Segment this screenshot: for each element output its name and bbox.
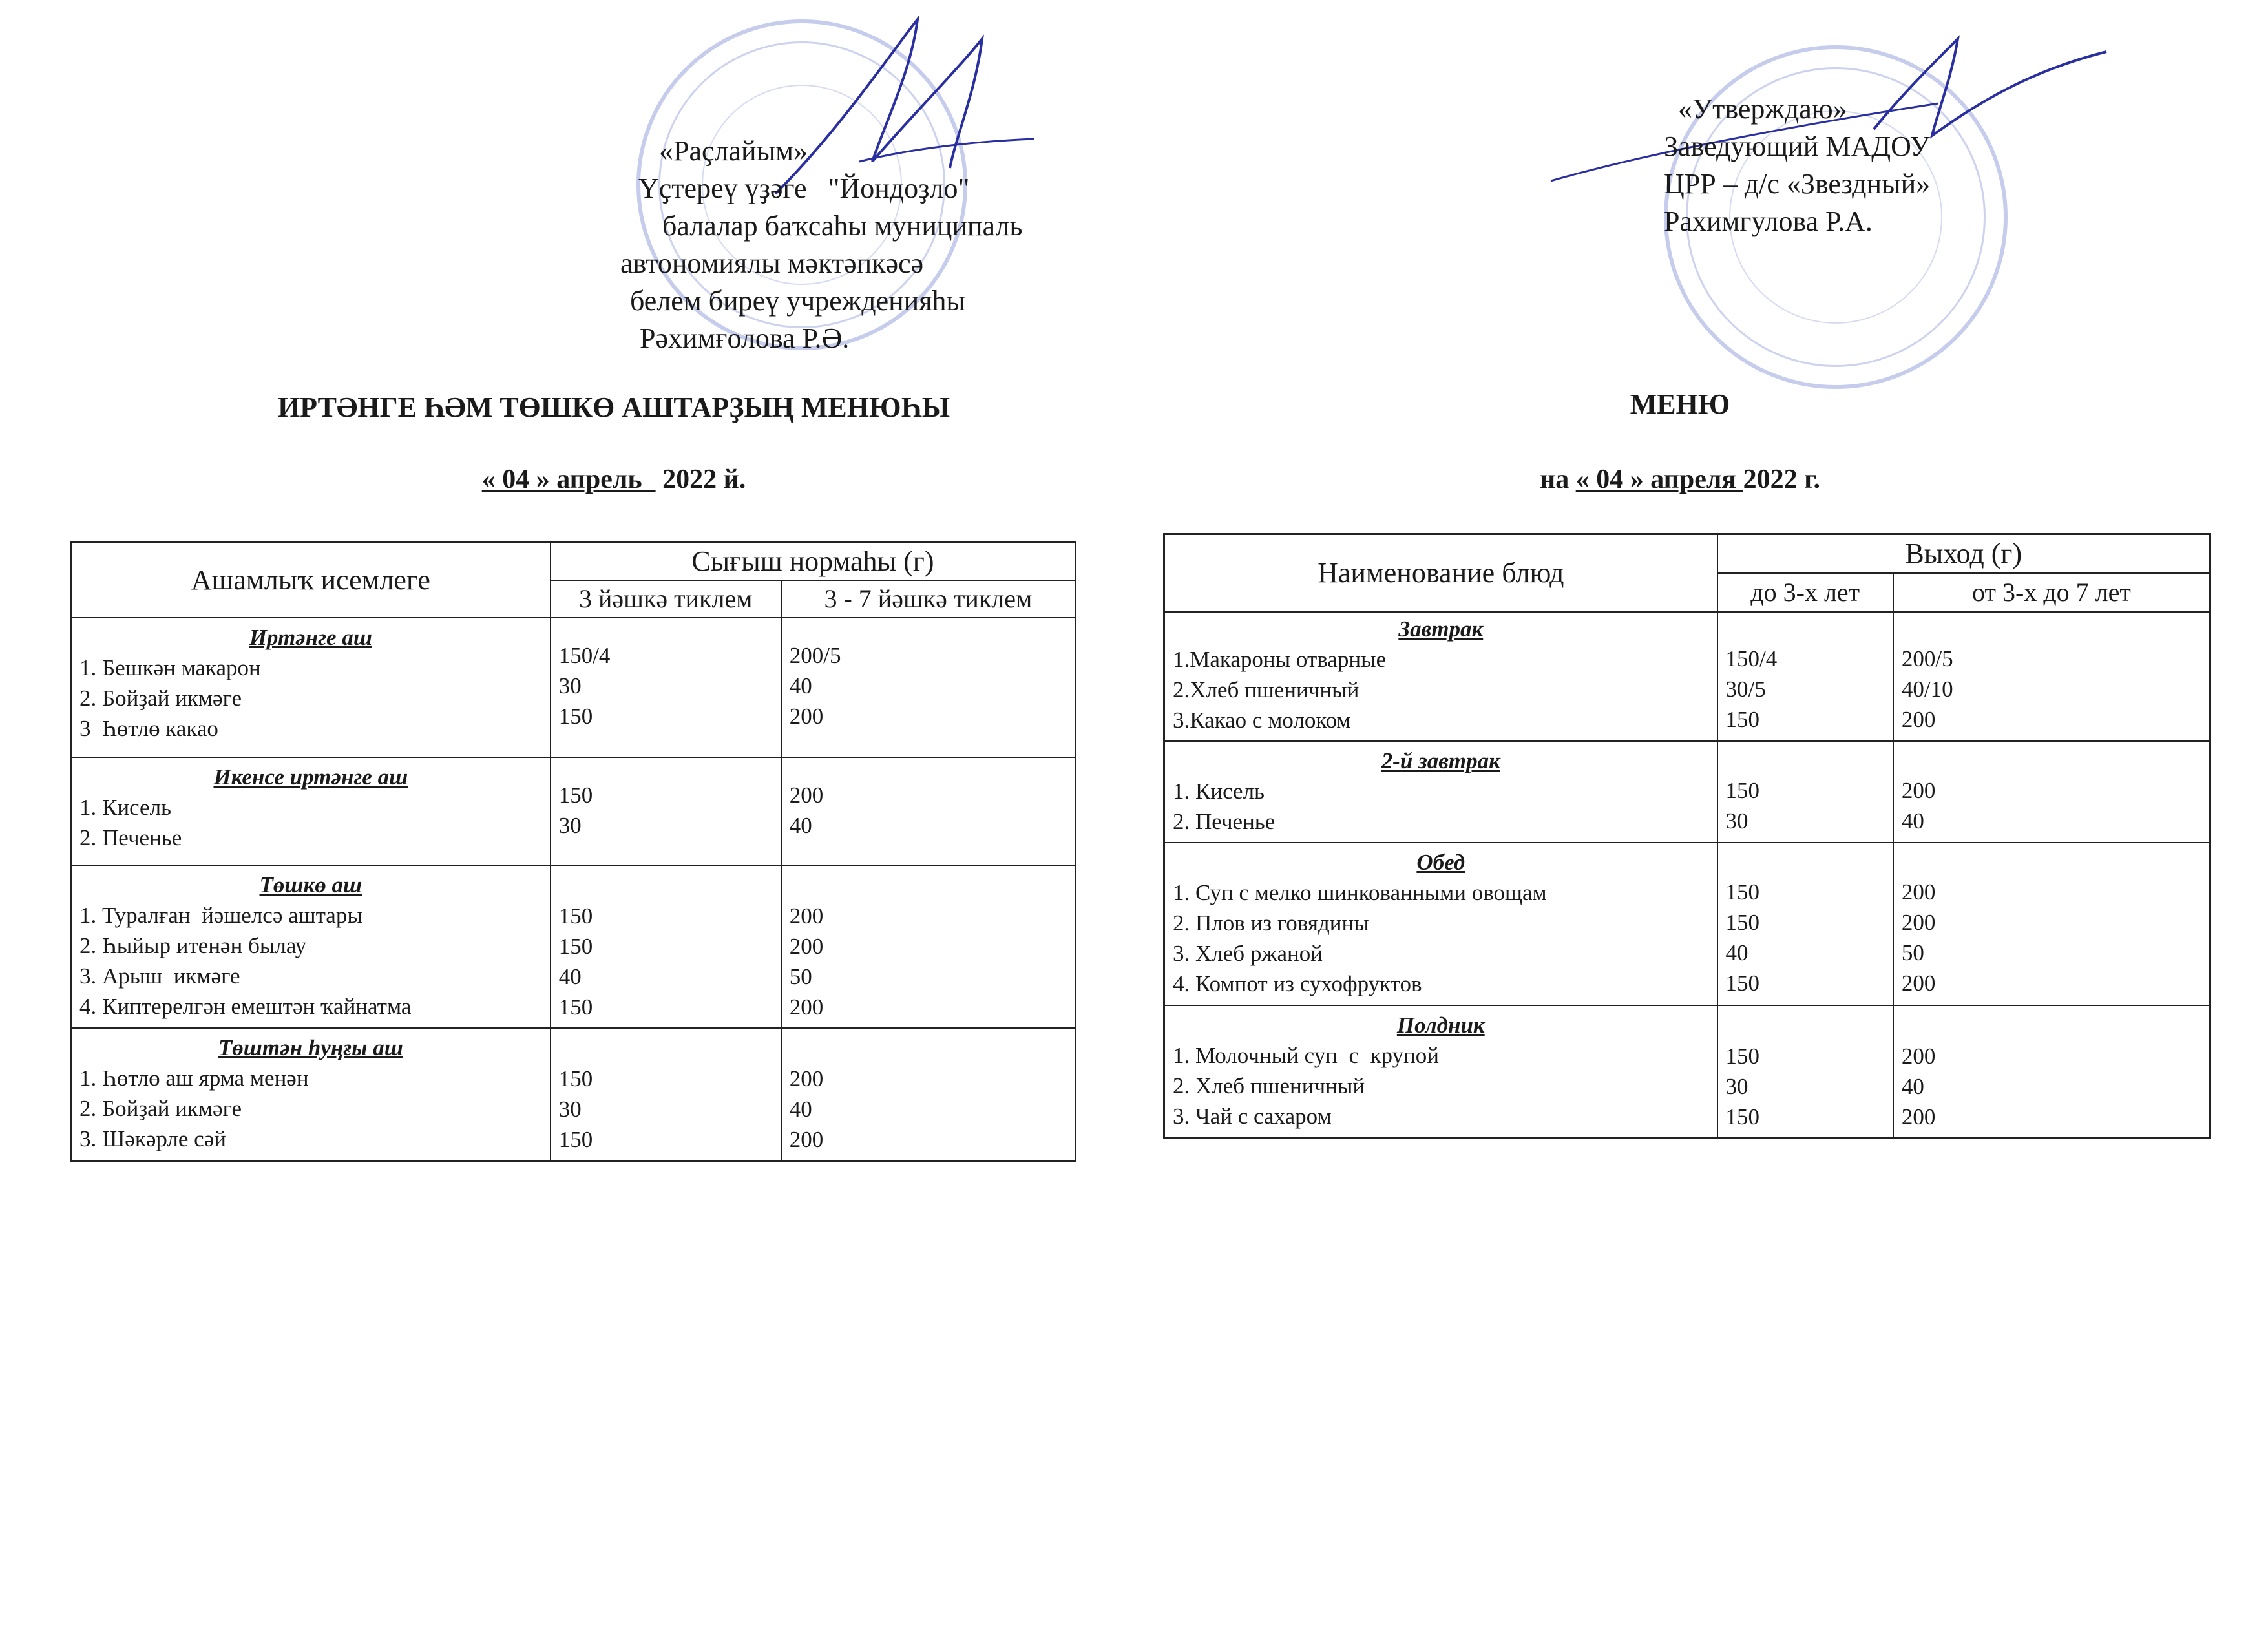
right-approval-line-2: Заведующий МАДОУ xyxy=(1664,131,1930,162)
right-col-under-3: до 3-х лет xyxy=(1717,573,1893,612)
left-breakfast-b-1: 200/5 xyxy=(789,642,841,668)
left-breakfast-3-to-7 xyxy=(781,618,1076,757)
right-approval-line-3: ЦРР – д/с «Звездный» xyxy=(1664,168,1931,200)
right-afternoon-snack-under-3 xyxy=(1717,1005,1893,1139)
right-date-prefix: на xyxy=(1540,465,1576,494)
right-afternoon-snack-item-1: 1. Молочный суп с крупой xyxy=(1173,1042,1440,1068)
left-col-dish-name: Ашамлыҡ исемлеге xyxy=(71,543,551,618)
left-approval-line-6: Рәхимғолова Р.Ә. xyxy=(640,322,850,354)
left-afternoon-snack-b-3: 200 xyxy=(789,1126,824,1152)
left-second-breakfast-dishes xyxy=(71,757,551,865)
right-menu-date xyxy=(1357,464,2003,495)
left-lunch-b-1: 200 xyxy=(789,903,824,929)
right-approval-line-1: «Утверждаю» xyxy=(1678,93,1847,125)
right-lunch-item-4: 4. Компот из сухофруктов xyxy=(1173,971,1422,996)
left-breakfast-a-2: 30 xyxy=(558,673,582,698)
left-lunch-b-2: 200 xyxy=(789,933,824,959)
left-meal-row-afternoon-snack xyxy=(71,1028,1076,1161)
right-second-breakfast-a-1: 150 xyxy=(1725,777,1760,803)
right-second-breakfast-dishes xyxy=(1164,741,1717,843)
right-lunch-a-4: 150 xyxy=(1725,970,1760,996)
right-meal-row-afternoon-snack xyxy=(1164,1005,2210,1139)
right-breakfast-dishes xyxy=(1164,612,1717,741)
right-afternoon-snack-a-3: 150 xyxy=(1725,1104,1760,1129)
left-afternoon-snack-item-1: 1. Һөтлө аш ярма менән xyxy=(79,1065,309,1091)
left-breakfast-a-1: 150/4 xyxy=(558,642,611,668)
right-breakfast-a-1: 150/4 xyxy=(1725,646,1778,671)
right-second-breakfast-b-1: 200 xyxy=(1901,777,1936,803)
left-afternoon-snack-a-3: 150 xyxy=(558,1126,593,1152)
right-breakfast-item-2: 2.Хлеб пшеничный xyxy=(1173,677,1360,702)
left-afternoon-snack-a-2: 30 xyxy=(558,1096,582,1122)
right-approval-block xyxy=(1664,90,1930,240)
right-approval-line-4: Рахимгулова Р.А. xyxy=(1664,205,1873,237)
left-second-breakfast-b-1: 200 xyxy=(789,782,824,808)
right-second-breakfast-b-2: 40 xyxy=(1901,808,1924,834)
left-date-year: 2022 й. xyxy=(655,465,746,494)
right-breakfast-b-1: 200/5 xyxy=(1901,646,1953,671)
left-lunch-b-3: 50 xyxy=(789,963,812,989)
left-afternoon-snack-under-3 xyxy=(551,1028,781,1161)
left-approval-line-3: балалар баҡсаһы муниципаль xyxy=(662,210,1023,242)
right-date-day-month: « 04 » апреля xyxy=(1575,465,1743,494)
left-lunch-3-to-7 xyxy=(781,865,1076,1028)
left-col-output-norm: Сығыш нормаһы (г) xyxy=(551,543,1076,580)
right-lunch-b-3: 50 xyxy=(1901,940,1924,965)
left-second-breakfast-item-1: 1. Кисель xyxy=(79,794,171,820)
left-approval-line-4: автономиялы мәктәпкәсә xyxy=(620,247,924,279)
left-approval-line-2: Үҫтереү үҙәге "Йондоҙло" xyxy=(638,173,970,204)
right-meal-row-breakfast xyxy=(1164,612,2210,741)
right-lunch-a-1: 150 xyxy=(1725,879,1760,905)
right-menu-table xyxy=(1163,533,2211,1139)
right-afternoon-snack-a-2: 30 xyxy=(1725,1073,1748,1099)
right-breakfast-b-2: 40/10 xyxy=(1901,676,1953,702)
right-second-breakfast-item-1: 1. Кисель xyxy=(1173,778,1265,804)
left-breakfast-b-2: 40 xyxy=(789,673,812,698)
right-afternoon-snack-title: Полдник xyxy=(1396,1012,1485,1038)
left-breakfast-title: Иртәнге аш xyxy=(249,624,372,650)
left-approval-line-1: «Раҫлайым» xyxy=(659,135,808,167)
right-lunch-b-4: 200 xyxy=(1901,970,1936,996)
left-breakfast-item-2: 2. Бойҙай икмәге xyxy=(79,685,242,711)
right-lunch-item-1: 1. Суп с мелко шинкованными овощам xyxy=(1173,879,1547,905)
left-breakfast-a-3: 150 xyxy=(558,703,593,729)
right-lunch-b-2: 200 xyxy=(1901,909,1936,935)
left-lunch-a-4: 150 xyxy=(558,994,593,1020)
left-afternoon-snack-item-2: 2. Бойҙай икмәге xyxy=(79,1095,242,1121)
left-second-breakfast-a-1: 150 xyxy=(558,782,593,808)
left-lunch-under-3 xyxy=(551,865,781,1028)
right-breakfast-item-3: 3.Какао с молоком xyxy=(1173,707,1351,733)
left-second-breakfast-title: Икенсе иртәнге аш xyxy=(213,764,408,790)
left-lunch-dishes xyxy=(71,865,551,1028)
left-breakfast-dishes xyxy=(71,618,551,757)
right-lunch-a-3: 40 xyxy=(1725,940,1748,965)
right-breakfast-3-to-7 xyxy=(1893,612,2210,741)
left-lunch-a-1: 150 xyxy=(558,903,593,929)
left-lunch-item-2: 2. Һыйыр итенән былау xyxy=(79,932,307,958)
right-page-title: МЕНЮ xyxy=(1630,388,1730,420)
left-lunch-title: Төшкө аш xyxy=(259,872,362,898)
left-second-breakfast-3-to-7 xyxy=(781,757,1076,865)
left-lunch-b-4: 200 xyxy=(789,994,824,1020)
right-lunch-dishes xyxy=(1164,843,1717,1005)
left-page-title: ИРТӘНГЕ ҺӘМ ТӨШКӨ АШТАРҘЫҢ МЕНЮҺЫ xyxy=(277,392,950,423)
left-afternoon-snack-a-1: 150 xyxy=(558,1066,593,1091)
left-lunch-item-1: 1. Туралған йәшелсә аштары xyxy=(79,902,362,928)
right-afternoon-snack-b-2: 40 xyxy=(1901,1073,1924,1099)
left-afternoon-snack-b-2: 40 xyxy=(789,1096,812,1122)
right-lunch-under-3 xyxy=(1717,843,1893,1005)
left-meal-row-second-breakfast xyxy=(71,757,1076,865)
right-second-breakfast-item-2: 2. Печенье xyxy=(1173,808,1276,834)
right-second-breakfast-3-to-7 xyxy=(1893,741,2210,843)
left-afternoon-snack-dishes xyxy=(71,1028,551,1161)
right-breakfast-item-1: 1.Макароны отварные xyxy=(1173,646,1387,672)
right-col-output: Выход (г) xyxy=(1717,534,2210,573)
left-meal-row-breakfast xyxy=(71,618,1076,757)
left-date-day-month: « 04 » апрель xyxy=(481,465,656,494)
right-col-3-to-7: от 3-х до 7 лет xyxy=(1893,573,2210,612)
right-breakfast-title: Завтрак xyxy=(1398,616,1484,642)
right-date-year: 2022 г. xyxy=(1743,465,1820,494)
right-second-breakfast-under-3 xyxy=(1717,741,1893,843)
left-approval-line-5: белем биреү учрежденияһы xyxy=(630,285,965,317)
right-breakfast-b-3: 200 xyxy=(1901,706,1936,732)
right-lunch-title: Обед xyxy=(1416,849,1465,875)
right-breakfast-a-2: 30/5 xyxy=(1725,676,1766,702)
left-breakfast-item-1: 1. Бешкән макарон xyxy=(79,655,261,680)
left-lunch-a-3: 40 xyxy=(558,963,582,989)
left-col-under-3: 3 йәшкә тиклем xyxy=(551,580,781,618)
left-lunch-a-2: 150 xyxy=(558,933,593,959)
right-lunch-item-2: 2. Плов из говядины xyxy=(1173,910,1369,936)
left-breakfast-under-3 xyxy=(551,618,781,757)
right-afternoon-snack-dishes xyxy=(1164,1005,1717,1139)
right-breakfast-under-3 xyxy=(1717,612,1893,741)
left-second-breakfast-under-3 xyxy=(551,757,781,865)
right-lunch-item-3: 3. Хлеб ржаной xyxy=(1173,940,1323,966)
right-second-breakfast-a-2: 30 xyxy=(1725,808,1748,834)
left-afternoon-snack-item-3: 3. Шәкәрле сәй xyxy=(79,1126,226,1151)
left-menu-table xyxy=(70,541,1076,1162)
left-lunch-item-3: 3. Арыш икмәге xyxy=(79,963,240,989)
right-afternoon-snack-item-3: 3. Чай с сахаром xyxy=(1173,1103,1332,1129)
left-second-breakfast-item-2: 2. Печенье xyxy=(79,824,182,850)
right-breakfast-a-3: 150 xyxy=(1725,706,1760,732)
left-second-breakfast-b-2: 40 xyxy=(789,812,812,838)
left-breakfast-item-3: 3 Һөтлө какао xyxy=(79,715,218,741)
left-afternoon-snack-b-1: 200 xyxy=(789,1066,824,1091)
left-second-breakfast-a-2: 30 xyxy=(558,812,582,838)
right-afternoon-snack-b-3: 200 xyxy=(1901,1104,1936,1129)
left-afternoon-snack-3-to-7 xyxy=(781,1028,1076,1161)
right-col-dish-name: Наименование блюд xyxy=(1164,534,1717,612)
left-approval-block xyxy=(620,132,1022,357)
right-afternoon-snack-a-1: 150 xyxy=(1725,1043,1760,1069)
left-breakfast-b-3: 200 xyxy=(789,703,824,729)
right-meal-row-second-breakfast xyxy=(1164,741,2210,843)
right-afternoon-snack-b-1: 200 xyxy=(1901,1043,1936,1069)
left-meal-row-lunch xyxy=(71,865,1076,1028)
left-afternoon-snack-title: Төштән һуңғы аш xyxy=(218,1035,403,1060)
left-menu-date xyxy=(129,464,1098,495)
right-afternoon-snack-3-to-7 xyxy=(1893,1005,2210,1139)
right-afternoon-snack-item-2: 2. Хлеб пшеничный xyxy=(1173,1073,1365,1098)
right-lunch-b-1: 200 xyxy=(1901,879,1936,905)
right-lunch-a-2: 150 xyxy=(1725,909,1760,935)
left-lunch-item-4: 4. Киптерелгән емештән ҡайнатма xyxy=(79,993,412,1019)
left-col-3-to-7: 3 - 7 йәшкә тиклем xyxy=(781,580,1076,618)
right-lunch-3-to-7 xyxy=(1893,843,2210,1005)
right-meal-row-lunch xyxy=(1164,843,2210,1005)
right-second-breakfast-title: 2-й завтрак xyxy=(1381,748,1500,773)
